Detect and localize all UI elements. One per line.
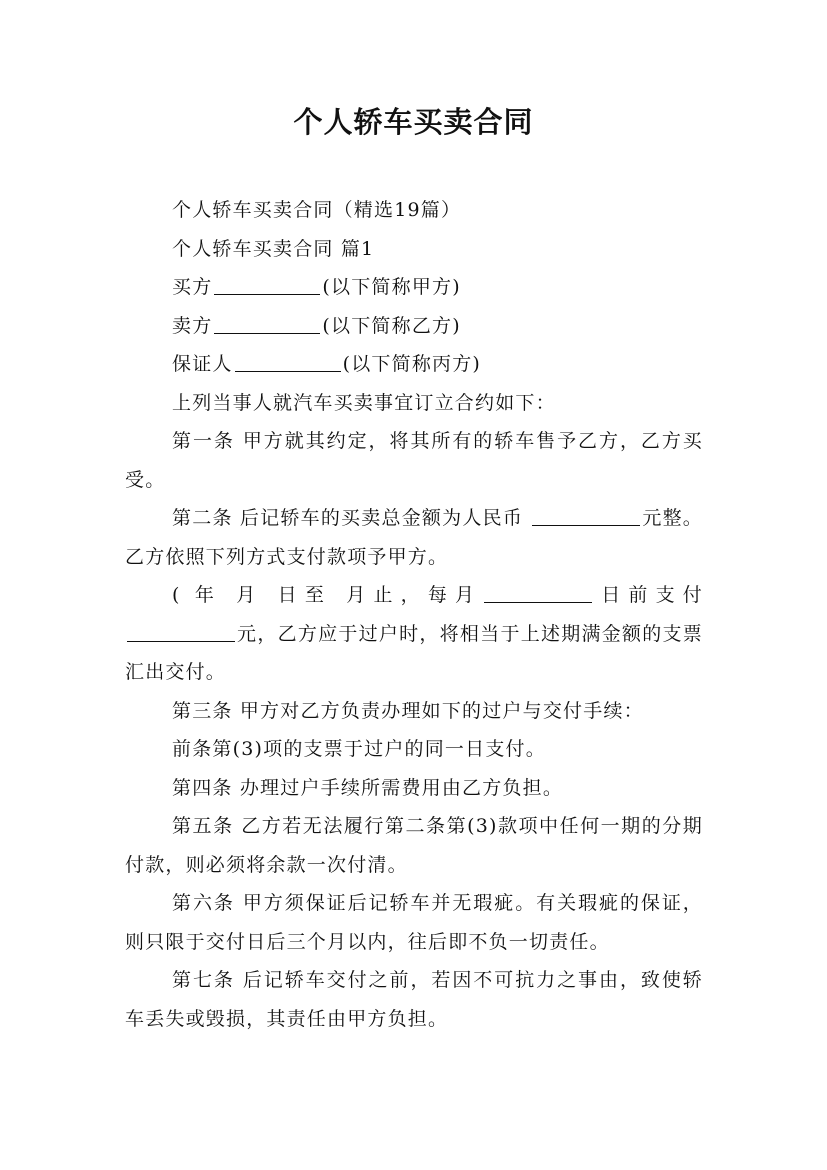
seller-label: 卖方 — [172, 314, 213, 337]
clause-5: 第五条 乙方若无法履行第二条第(3)款项中任何一期的分期付款，则必须将余款一次付清。 — [125, 815, 703, 876]
clause-7: 第七条 后记轿车交付之前，若因不可抗力之事由，致使轿车丢失或毁损，其责任由甲方负担。 — [125, 969, 703, 1030]
seller-blank — [214, 314, 320, 334]
installment-amount-blank — [127, 622, 235, 642]
seller-suffix: (以下简称乙方) — [322, 314, 461, 337]
intro-paragraph: 上列当事人就汽车买卖事宜订立合约如下： — [172, 391, 556, 414]
buyer-label: 买方 — [172, 276, 213, 298]
buyer-line — [125, 268, 703, 307]
clause-2-text-b: 元整。乙方依照下列方式支付款项予甲方。 — [125, 507, 703, 568]
document-title: 个人轿车买卖合同 — [293, 105, 534, 139]
clause-1: 第一条 甲方就其约定，将其所有的轿车售予乙方，乙方买受。 — [125, 430, 703, 491]
section-heading: 个人轿车买卖合同 篇1 — [172, 237, 375, 260]
clause-2-installment — [125, 576, 703, 692]
document-subtitle: 个人轿车买卖合同（精选19篇） — [172, 199, 462, 221]
guarantor-line — [125, 345, 703, 384]
document-body — [125, 191, 703, 1038]
guarantor-label: 保证人 — [172, 353, 233, 375]
guarantor-suffix: (以下简称丙方) — [342, 353, 482, 375]
clause-6: 第六条 甲方须保证后记轿车并无瑕疵。有关瑕疵的保证，则只限于交付日后三个月以内，往后即不负一切责任。 — [125, 892, 703, 953]
installment-day-blank — [484, 583, 592, 603]
clause-2-text-a: 第二条 后记轿车的买卖总金额为人民币 — [172, 507, 524, 529]
clause-2 — [125, 499, 703, 576]
clause-4: 第四条 办理过户手续所需费用由乙方负担。 — [172, 776, 564, 799]
installment-text-a: ( 年 月 日至 月止，每月 — [172, 584, 483, 606]
clause-3: 第三条 甲方对乙方负责办理如下的过户与交付手续： — [172, 699, 644, 722]
total-amount-blank — [532, 506, 640, 526]
installment-text-b: 日前支付 — [594, 584, 703, 606]
clause-3-detail: 前条第(3)项的支票于过户的同一日支付。 — [172, 738, 546, 760]
buyer-blank — [214, 275, 320, 295]
installment-text-c: 元，乙方应于过户时，将相当于上述期满金额的支票汇出交付。 — [125, 622, 703, 683]
guarantor-blank — [235, 352, 341, 372]
seller-line — [125, 307, 703, 346]
buyer-suffix: (以下简称甲方) — [322, 276, 461, 298]
